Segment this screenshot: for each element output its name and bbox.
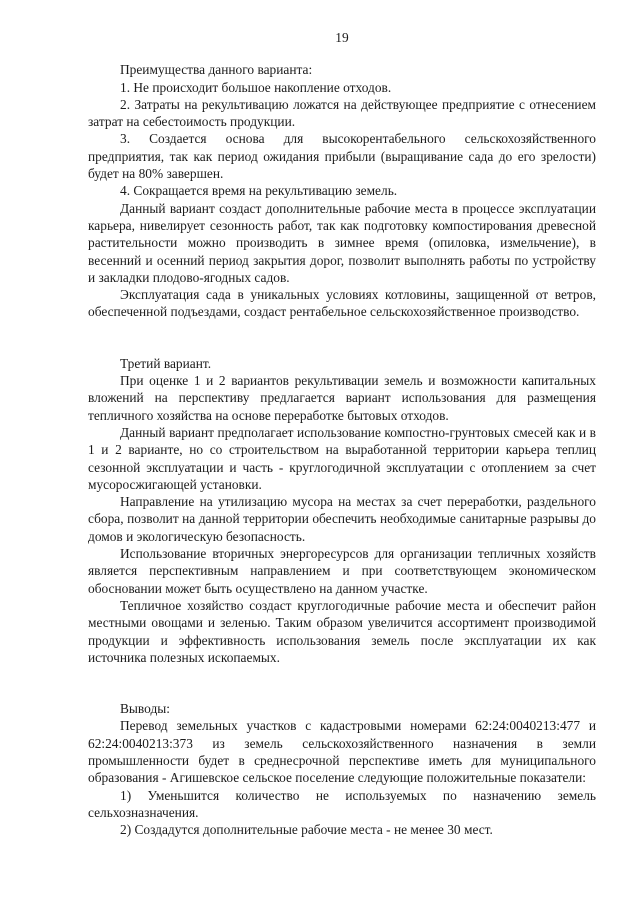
section-spacer — [88, 321, 596, 355]
third-variant-paragraph: Использование вторичных энергоресурсов для организации тепличных хозяйств является перспективным направлением и при соответствующем экономическом обосновании может быть осуществлено на данном участке. — [88, 546, 596, 596]
third-variant-heading: Третий вариант. — [120, 355, 212, 371]
advantages-paragraph-garden: Эксплуатация сада в уникальных условиях котловины, защищенной от ветров, обеспеченной подъездами, создаст рентабельное сельскохозяйственное производство. — [88, 287, 596, 320]
third-variant-section — [88, 355, 596, 666]
conclusions-item-1: 1) Уменьшится количество не используемых по назначению земель сельхозназначения. — [88, 787, 596, 820]
conclusions-item-2: 2) Создадутся дополнительные рабочие места - не менее 30 мест. — [120, 822, 493, 838]
conclusions-paragraph: Перевод земельных участков с кадастровыми номерами 62:24:0040213:477 и 62:24:0040213:373 из земель сельскохозяйственного назначения в земли промышленности будет в среднесрочной перспективе иметь для муниципального образования - Агишевское сельское поселение следующие положительные показатели: — [88, 718, 596, 786]
third-variant-paragraph: При оценке 1 и 2 вариантов рекультивации земель и возможности капитальных вложений на перспективу предлагается вариант использования для размещения тепличного хозяйства на основе переработке бытовых отходов. — [88, 373, 596, 423]
third-variant-paragraph: Направление на утилизацию мусора на местах за счет переработки, раздельного сбора, позволит на данной территории обеспечить необходимые санитарные разрывы до домов и экологическую безопасность. — [88, 494, 596, 544]
conclusions-heading: Выводы: — [120, 701, 170, 717]
advantage-item-3: 3. Создается основа для высокорентабельного сельскохозяйственного предприятия, так как период ожидания прибыли (выращивание сада до его зрелости) будет на 80% завершен. — [88, 131, 596, 182]
third-variant-paragraph: Тепличное хозяйство создаст круглогодичные рабочие места и обеспечит район местными овощами и зеленью. Таким образом увеличится ассортимент производимой продукции и эффективность использования земель после эксплуатации их как источника полезных ископаемых. — [88, 597, 596, 665]
section-spacer — [88, 666, 596, 700]
conclusions-section — [88, 700, 596, 838]
third-variant-paragraph: Данный вариант предполагает использование компостно-грунтовых смесей как и в 1 и 2 варианте, но со строительством на выработанной территории карьера теплиц сезонной эксплуатации и часть - круглогодичной эксплуатации с отоплением за счет мусоросжигающей установки. — [88, 424, 596, 492]
advantage-item-1: 1. Не происходит большое накопление отходов. — [120, 79, 392, 95]
advantages-section — [88, 61, 596, 320]
advantages-paragraph-jobs: Данный вариант создаст дополнительные рабочие места в процессе эксплуатации карьера, нивелирует сезонность работ, так как подготовку компостирования древесной растительности можно производить в зимнее время (опиловка, измельчение), в весенний и осенний период закрытия дорог, позволит выполнять работы по устройству и закладки плодово-ягодных садов. — [88, 200, 596, 285]
advantages-heading: Преимущества данного варианта: — [120, 62, 313, 78]
advantage-item-4: 4. Сокращается время на рекультивацию земель. — [120, 183, 398, 199]
page-number: 19 — [335, 30, 349, 45]
advantage-item-2: 2. Затраты на рекультивацию ложатся на действующее предприятие с отнесением затрат на себестоимость продукции. — [88, 96, 596, 130]
